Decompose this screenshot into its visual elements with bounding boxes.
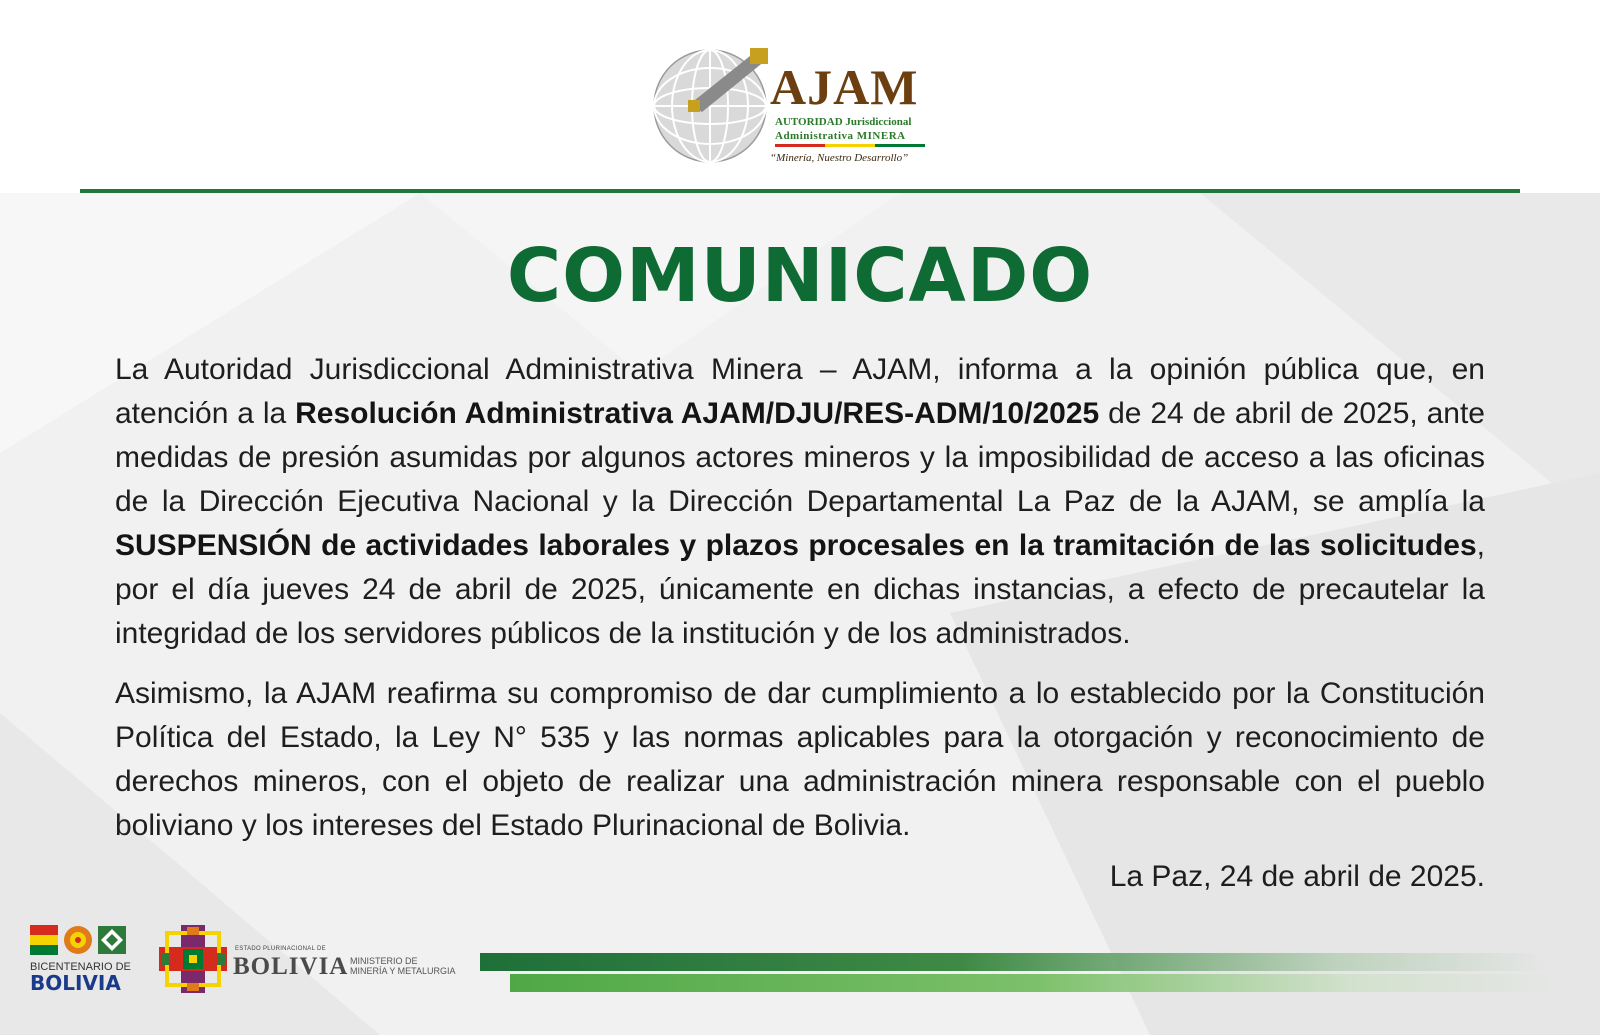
logo-tagline: “Minería, Nuestro Desarrollo” — [770, 152, 909, 164]
flag-stripe — [775, 144, 925, 147]
logo-title: AJAM — [770, 59, 919, 115]
paragraph-1-text-3: , por el día jueves 24 de abril de 2025, únicamente en dichas instancias, a efecto de precautelar la integridad de los servidores públicos de la institución y de los administrados. — [115, 529, 1485, 650]
ajam-logo — [650, 42, 930, 172]
bicentenario-icon — [30, 923, 130, 958]
header — [0, 0, 1600, 190]
bolivia-emblem-icon — [157, 923, 229, 995]
ministerio-line-2: MINERÍA Y METALURGIA — [350, 966, 456, 976]
globe-icon — [650, 42, 780, 167]
ministerio-line-1: MINISTERIO DE — [350, 956, 418, 966]
ministerio-label — [350, 956, 456, 976]
bolivia-wordmark: BOLIVIA — [233, 953, 349, 980]
resolution-reference: Resolución Administrativa AJAM/DJU/RES-ADM/10/2025 — [295, 397, 1100, 430]
suspension-notice: SUSPENSIÓN de actividades laborales y plazos procesales en la tramitación de las solicitudes — [115, 529, 1477, 562]
logo-subtitle-line1: AUTORIDAD Jurisdiccional — [775, 116, 912, 128]
logo-subtitle-line2: Administrativa MINERA — [775, 130, 906, 142]
footer-bar-dark — [480, 953, 1550, 971]
bicentenario-label: BICENTENARIO DE — [30, 961, 131, 973]
paragraph-1-text-1: La Autoridad Jurisdiccional Administrativa Minera – AJAM, informa a la opinión pública que, en atención a la — [115, 353, 1485, 430]
page-title: COMUNICADO — [506, 233, 1094, 319]
estado-plurinacional-label: ESTADO PLURINACIONAL DE — [235, 946, 326, 952]
paragraph-2: Asimismo, la AJAM reafirma su compromiso de dar cumplimiento a lo establecido por la Constitución Política del Estado, la Ley N° 535 y las normas aplicables para la otorgación y reconocimiento de derechos mineros, con el objeto de realizar una administración minera responsable con el pueblo boliviano y los intereses del Estado Plurinacional de Bolivia. — [115, 677, 1485, 842]
communique-body — [0, 193, 1600, 1035]
bicentenario-logo — [30, 923, 135, 998]
footer-logos — [0, 923, 480, 1003]
footer-bar-light — [510, 974, 1560, 992]
bicentenario-country: BOLIVIA — [30, 971, 121, 995]
date-line: La Paz, 24 de abril de 2025. — [1109, 860, 1485, 893]
paragraph-1 — [115, 348, 1485, 656]
paragraph-1-text-2: de 24 de abril de 2025, ante medidas de presión asumidas por algunos actores mineros y la imposibilidad de acceso a las oficinas de la Dirección Ejecutiva Nacional y la Dirección Departamental La Paz de la AJAM, se amplía la — [115, 397, 1485, 518]
communique-text — [115, 348, 1485, 864]
